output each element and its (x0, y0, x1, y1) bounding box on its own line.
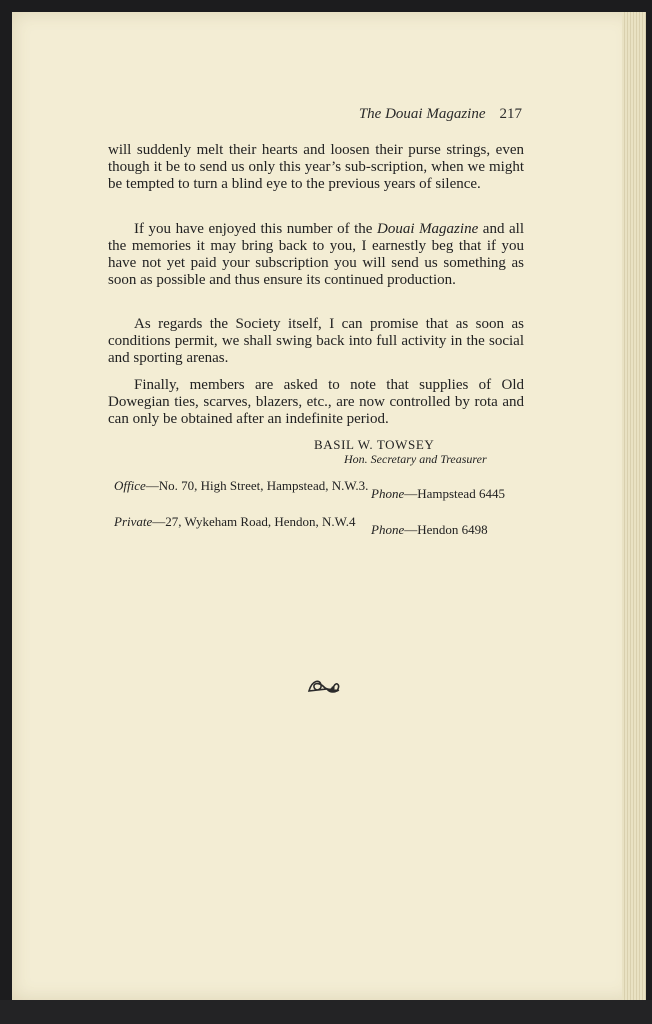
private-address (114, 514, 356, 530)
magazine-title: The Douai Magazine (358, 106, 486, 122)
office-address (114, 478, 368, 494)
fleuron-icon (306, 674, 342, 698)
paragraph-3: As regards the Society itself, I can promise that as soon as conditions permit, we shall swing back into full activity in the social and sporting arenas. (108, 316, 524, 366)
office-phone-label: Phone (371, 486, 405, 501)
magazine-name-italic: Douai Magazine (377, 221, 479, 237)
office-phone-number: —Hampstead 6445 (404, 486, 505, 501)
signature-name: BASIL W. TOWSEY (314, 437, 435, 452)
private-label: Private (114, 514, 153, 529)
office-address-text: —No. 70, High Street, Hampstead, N.W.3. (145, 478, 369, 493)
private-address-text: —27, Wykeham Road, Hendon, N.W.4 (152, 514, 356, 529)
paragraph-2: If you have enjoyed this number of the Douai Magazine and all the memories it may bring back to you, I earnestly beg that if you have not yet paid your subscription you will send us something as soon as possible and thus ensure its continued production. (108, 221, 524, 288)
paragraph-4: Finally, members are asked to note that supplies of Old Dowegian ties, scarves, blazers, etc., are now controlled by rota and can only be obtained after an indefinite period. (108, 377, 524, 427)
signature-role: Hon. Secretary and Treasurer (344, 452, 487, 466)
private-phone-number: —Hendon 6498 (404, 522, 488, 537)
private-phone-label: Phone (371, 522, 405, 537)
office-label: Office (114, 478, 146, 493)
private-phone (371, 522, 488, 538)
page-edges (622, 12, 646, 1000)
running-header (0, 106, 522, 123)
page-number: 217 (499, 106, 522, 122)
office-phone (371, 486, 505, 502)
paragraph-1: will suddenly melt their hearts and loosen their purse strings, even though it be to send us only this year’s sub-scription, when we might be tempted to turn a blind eye to the previous years of silence. (108, 142, 524, 192)
book-cover-edge (0, 1000, 652, 1024)
